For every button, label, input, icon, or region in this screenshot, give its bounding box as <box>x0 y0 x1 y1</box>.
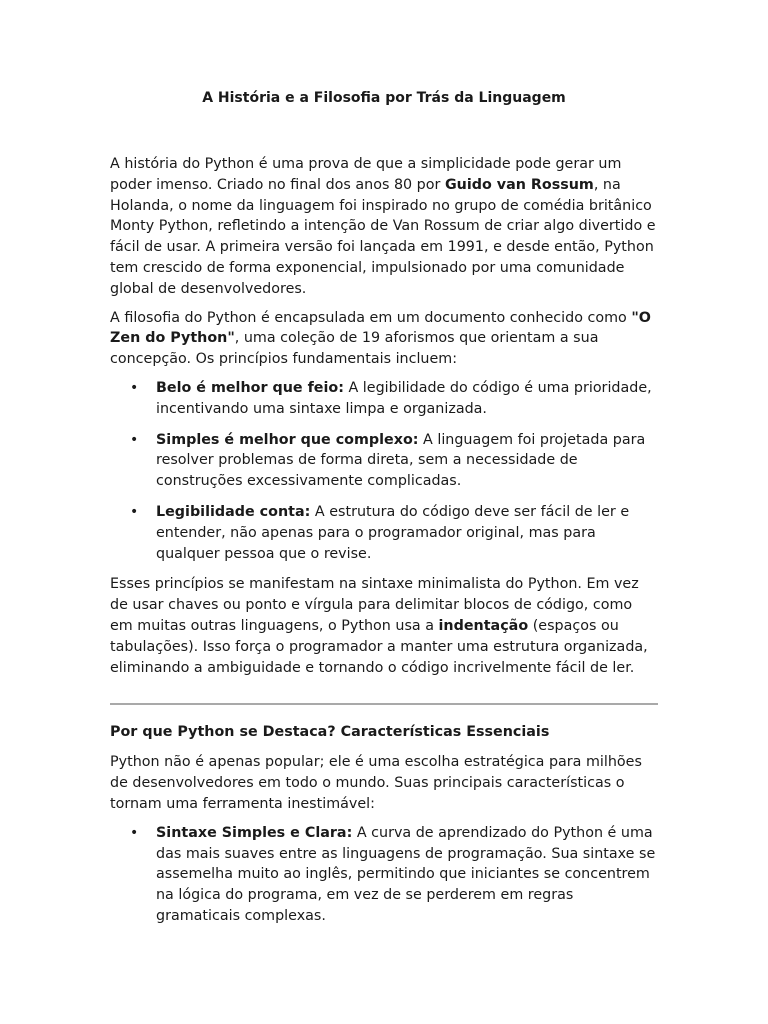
list-item <box>110 823 658 927</box>
zen-of-python-title: "O Zen do Python" <box>110 309 651 347</box>
principles-list <box>110 378 658 564</box>
syntax-text-1: Esses princípios se manifestam na sintaxe minimalista do Python. Em vez de usar chaves ou ponto e vírgula para delimitar blocos de código, como em muitas outras linguagens, o Python usa a <box>110 576 639 634</box>
list-item-bold: Belo é melhor que feio: <box>156 379 344 396</box>
bullet-icon: • <box>130 824 139 841</box>
bullet-icon: • <box>130 503 139 520</box>
document-title: A História e a Filosofia por Trás da Linguagem <box>202 90 566 106</box>
section-heading: Por que Python se Destaca? Características Essenciais <box>110 724 550 741</box>
section-intro: Python não é apenas popular; ele é uma escolha estratégica para milhões de desenvolvedores em todo o mundo. Suas principais características o tornam uma ferramenta inestimável: <box>110 754 642 812</box>
list-item-bold: Sintaxe Simples e Clara: <box>156 824 353 841</box>
syntax-text-2: (espaços ou tabulações). Isso força o programador a manter uma estrutura organizada, eliminando a ambiguidade e tornando o código incrivelmente fácil de ler. <box>110 617 648 676</box>
list-item <box>110 502 658 564</box>
syntax-paragraph <box>110 574 658 678</box>
guido-name: Guido van Rossum <box>444 176 594 193</box>
bullet-icon: • <box>130 379 139 396</box>
list-item <box>110 430 658 492</box>
list-item-text: A legibilidade do código é uma prioridade, incentivando uma sintaxe limpa e organizada. <box>156 379 652 417</box>
list-item-bold: Simples é melhor que complexo: <box>156 431 419 448</box>
history-paragraph <box>110 154 658 300</box>
bullet-icon: • <box>130 431 139 448</box>
philosophy-text-1: A filosofia do Python é encapsulada em um documento conhecido como <box>110 309 632 326</box>
philosophy-text-2: , uma coleção de 19 aforismos que orientam a sua concepção. Os princípios fundamentais incluem: <box>110 330 599 368</box>
section-divider <box>110 703 658 705</box>
features-list <box>110 823 658 927</box>
list-item-bold: Legibilidade conta: <box>156 503 311 520</box>
list-item-text: A linguagem foi projetada para resolver problemas de forma direta, sem a necessidade de construções excessivamente complicadas. <box>156 431 646 490</box>
history-text-1: A história do Python é uma prova de que a simplicidade pode gerar um poder imenso. Criado no final dos anos 80 por <box>110 156 622 193</box>
history-text-2: , na Holanda, o nome da linguagem foi inspirado no grupo de comédia britânico Monty Python, refletindo a intenção de Van Rossum de criar algo divertido e fácil de usar. A primeira versão foi lançada em 1991, e desde então, Python tem crescido de forma exponencial, impulsionado por uma comunidade global de desenvolvedores. <box>110 176 656 297</box>
document-page <box>110 88 658 937</box>
philosophy-paragraph <box>110 308 658 370</box>
list-item-text: A estrutura do código deve ser fácil de ler e entender, não apenas para o programador original, mas para qualquer pessoa que o revise. <box>156 503 630 562</box>
list-item <box>110 378 658 420</box>
indentation-term: indentação <box>438 617 529 634</box>
list-item-text: A curva de aprendizado do Python é uma das mais suaves entre as linguagens de programação. Sua sintaxe se assemelha muito ao inglês, permitindo que iniciantes se concentrem na lógica do programa, em vez de se perderem em regras gramaticais complexas. <box>156 824 656 924</box>
